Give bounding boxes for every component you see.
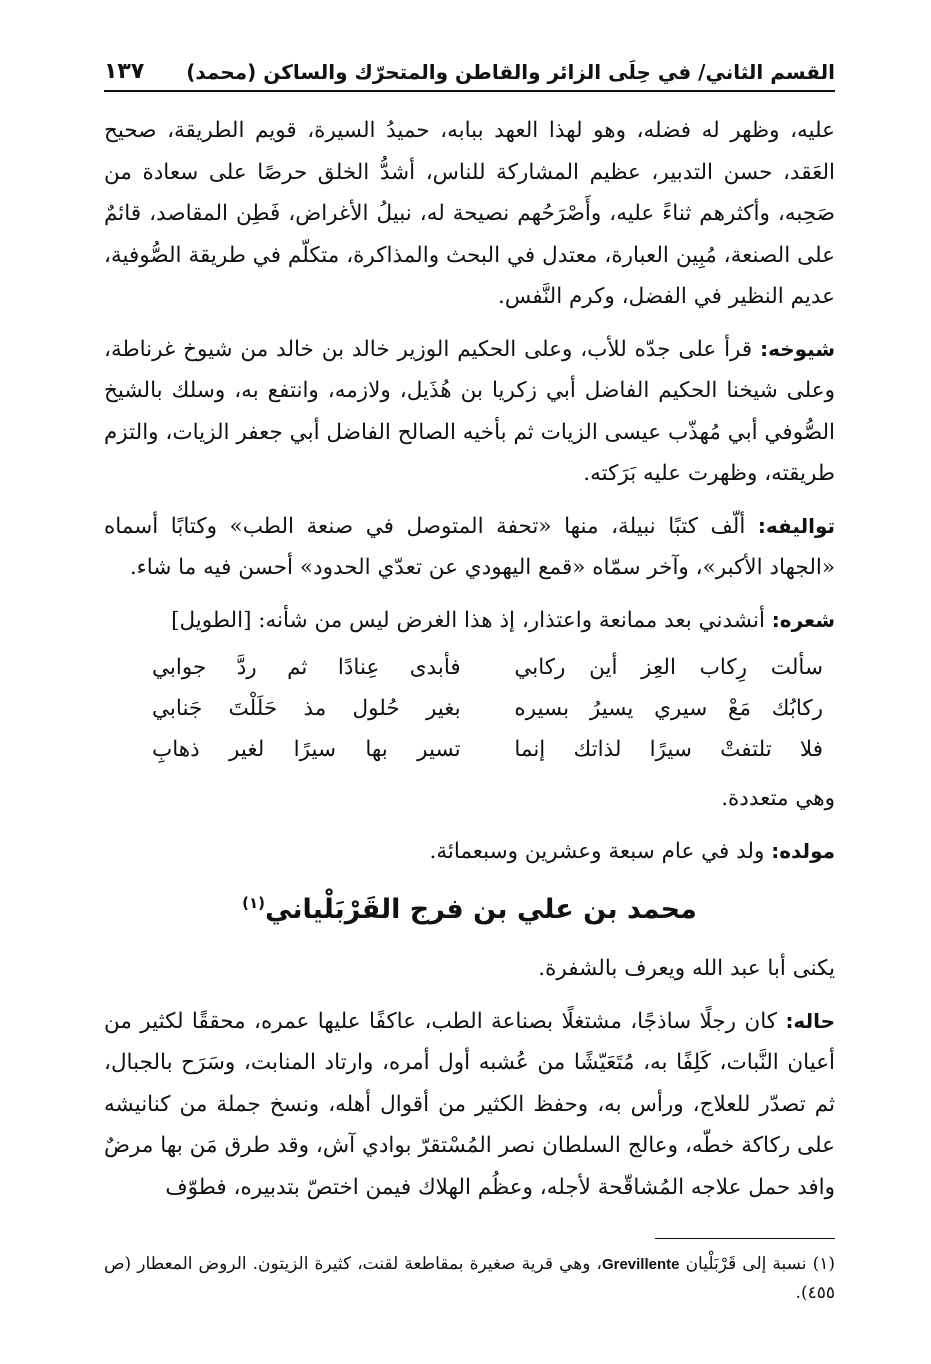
paragraph-text: عليه، وظهر له فضله، وهو لهذا العهد ببابه، حميدُ السيرة، قويم الطريقة، صحيح العَقد، حسن التدبير، عظيم المشاركة للناس، أشدُّ الخلق حرصًا على سعادة من صَحِبه، وأكثرهم ثناءً عليه، وأَصْرَحُهم نصيحة له، نبيلُ الأغراض، فَطِن المقاصد، قائمٌ على الصنعة، مُبِين العبارة، معتدل في البحث والمذاكرة، متكلّم في طريقة الصُّوفية، عديم النظير في الفضل، وكرم النَّفس. — [104, 118, 835, 309]
paragraph-text: وهي متعددة. — [721, 786, 835, 811]
verse-second-hemistich: تسير بها سيرًا لغير ذهابِ — [152, 737, 461, 762]
footnote-number: (١) — [812, 1254, 836, 1274]
main-text — [104, 110, 835, 1219]
footnote-latin-name: Grevillente — [601, 1256, 680, 1273]
paragraph-text: أنشدني بعد ممانعة واعتذار، إذ هذا الغرض ليس من شأنه: [الطويل] — [171, 607, 765, 633]
header-title: القسم الثاني/ في حِلَى الزائر والقاطن والمتحرّك والساكن (محمد) — [186, 60, 835, 84]
footnote-divider — [655, 1238, 835, 1239]
footnote-text-before: نسبة إلى قَرْبَلْيان — [685, 1254, 807, 1274]
poem-verse — [104, 729, 835, 770]
poem-verse — [104, 688, 835, 729]
paragraph-text: كان رجلًا ساذجًا، مشتغلًا بصناعة الطب، عاكفًا عليها عمره، محققًا لكثير من أعيان النَّبات، كَلِفًا به، مُتَعَيّشًا من عُشبه أول أمره، وارتاد المنابت، وسَرَح بالجبال، ثم تصدّر للعلاج، ورأس به، وحفظ الكثير من أقوال أهله، ونسخ جملة من كنانيشه على ركاكة خطّه، وعالج السلطان نصر المُسْتقرّ بوادي آش، وقد طرق مَن بها مرضٌ وافد حمل علاجه المُشاقّحة لأجله، وعظُم الهلاك فيمن اختصّ بتدبيره، فطوّف — [104, 1008, 835, 1200]
verse-second-hemistich: فأبدى عِنادًا ثم ردَّ جوابي — [152, 655, 461, 680]
paragraph-birth — [104, 831, 835, 873]
footnote-reference[interactable]: (١) — [242, 894, 265, 912]
heading-title: محمد بن علي بن فرج القَرْبَلْياني — [265, 894, 697, 925]
verse-first-hemistich: سألت رِكاب العِز أين ركابي — [514, 655, 823, 680]
paragraph-condition — [104, 1001, 835, 1209]
verse-first-hemistich: ركابُك مَعْ سيري يسيرُ بسيره — [514, 696, 823, 721]
paragraph-praise — [104, 110, 835, 318]
paragraph-poetry — [104, 600, 835, 642]
poetry-label: شعره: — [771, 607, 835, 632]
section-heading — [104, 883, 835, 930]
works-label: تواليفه: — [757, 513, 835, 538]
paragraph-numerous — [104, 778, 835, 820]
poem — [104, 647, 835, 770]
verse-first-hemistich: فلا تلتفتْ سيرًا لذاتك إنما — [514, 737, 823, 762]
condition-label: حاله: — [785, 1008, 835, 1033]
footnote-text-after: ، وهي قرية صغيرة بمقاطعة لقنت، كثيرة الزيتون. الروض المعطار (ص ٤٥٥). — [104, 1254, 835, 1303]
paragraph-text: ولد في عام سبعة وعشرين وسبعمائة. — [429, 838, 765, 864]
paragraph-text: قرأ على جدّه للأب، وعلى الحكيم الوزير خالد بن خالد من شيوخ غرناطة، وعلى شيخنا الحكيم الفاضل أبي زكريا بن هُذَيل، ولازمه، وانتفع به، وسلك بالشيخ الصُّوفي أبي مُهذّب عيسى الزيات ثم بأخيه الصالح الفاضل أبي جعفر الزيات، والتزم طريقته، وظهرت عليه بَرَكته. — [104, 336, 835, 486]
page-number: ١٣٧ — [104, 59, 145, 84]
paragraph-text: ألّف كتبًا نبيلة، منها «تحفة المتوصل في صنعة الطب» وكتابًا أسماه «الجهاد الأكبر»، وآخر سمّاه «قمع اليهودي عن تعدّي الحدود» أحسن فيه ما شاء. — [104, 513, 835, 580]
verse-second-hemistich: بغير حُلول مذ حَلَلْتَ جَنابي — [152, 696, 461, 721]
paragraph-works — [104, 506, 835, 589]
running-header — [104, 52, 835, 92]
paragraph-kunya — [104, 948, 835, 990]
paragraph-text: يكنى أبا عبد الله ويعرف بالشفرة. — [538, 956, 835, 981]
teachers-label: شيوخه: — [760, 336, 835, 361]
birth-label: مولده: — [771, 838, 835, 863]
footnote — [104, 1250, 835, 1308]
paragraph-teachers — [104, 329, 835, 495]
poem-verse — [104, 647, 835, 688]
